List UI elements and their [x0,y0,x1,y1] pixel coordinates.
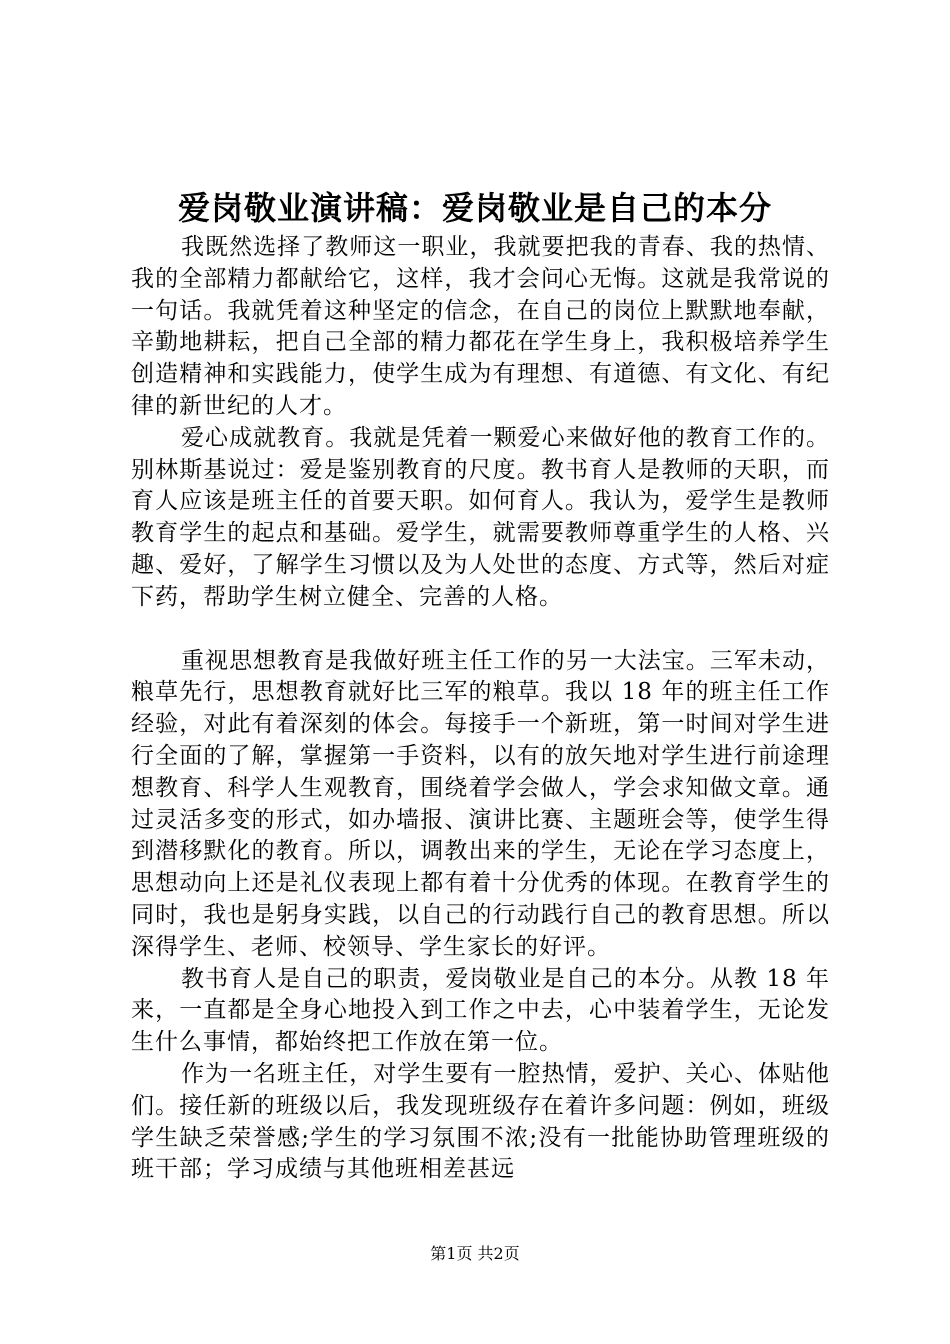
paragraph: 我既然选择了教师这一职业，我就要把我的青春、我的热情、我的全部精力都献给它，这样，我才会问心无悔。这就是我常说的一句话。我就凭着这种坚定的信念，在自己的岗位上默默地奉献，辛勤地耕耘，把自己全部的精力都花在学生身上，我积极培养学生创造精神和实践能力，使学生成为有理想、有道德、有文化、有纪律的新世纪的人才。 [131,234,830,419]
paragraph: 教书育人是自己的职责，爱岗敬业是自己的本分。从教 18 年来，一直都是全身心地投入到工作之中去，心中装着学生，无论发生什么事情，都始终把工作放在第一位。 [131,965,830,1056]
paragraph: 爱心成就教育。我就是凭着一颗爱心来做好他的教育工作的。别林斯基说过：爱是鉴别教育的尺度。教书育人是教师的天职，而育人应该是班主任的首要天职。如何育人。我认为，爱学生是教师教育学生的起点和基础。爱学生，就需要教师尊重学生的人格、兴趣、爱好，了解学生习惯以及为人处世的态度、方式等，然后对症下药，帮助学生树立健全、完善的人格。 [131,424,830,610]
paragraph: 作为一名班主任，对学生要有一腔热情，爱护、关心、体贴他们。接任新的班级以后，我发现班级存在着许多问题：例如，班级学生缺乏荣誉感;学生的学习氛围不浓;没有一批能协助管理班级的班干部；学习成绩与其他班相差甚远 [131,1060,830,1183]
page-title: 爱岗敬业演讲稿：爱岗敬业是自己的本分 [177,189,772,227]
paragraph-spacer [131,614,830,646]
page-number-footer: 第1页 共2页 [430,1244,520,1263]
document-body [131,232,830,1186]
paragraph: 重视思想教育是我做好班主任工作的另一大法宝。三军未动，粮草先行，思想教育就好比三军的粮草。我以 18 年的班主任工作经验，对此有着深刻的体会。每接手一个新班，第一时间对学生进行全面的了解，掌握第一手资料，以有的放矢地对学生进行前途理想教育、科学人生观教育，围绕着学会做人，学会求知做文章。通过灵活多变的形式，如办墙报、演讲比赛、主题班会等，使学生得到潜移默化的教育。所以，调教出来的学生，无论在学习态度上，思想动向上还是礼仪表现上都有着十分优秀的体现。在教育学生的同时，我也是躬身实践，以自己的行动践行自己的教育思想。所以深得学生、老师、校领导、学生家长的好评。 [131,647,830,960]
